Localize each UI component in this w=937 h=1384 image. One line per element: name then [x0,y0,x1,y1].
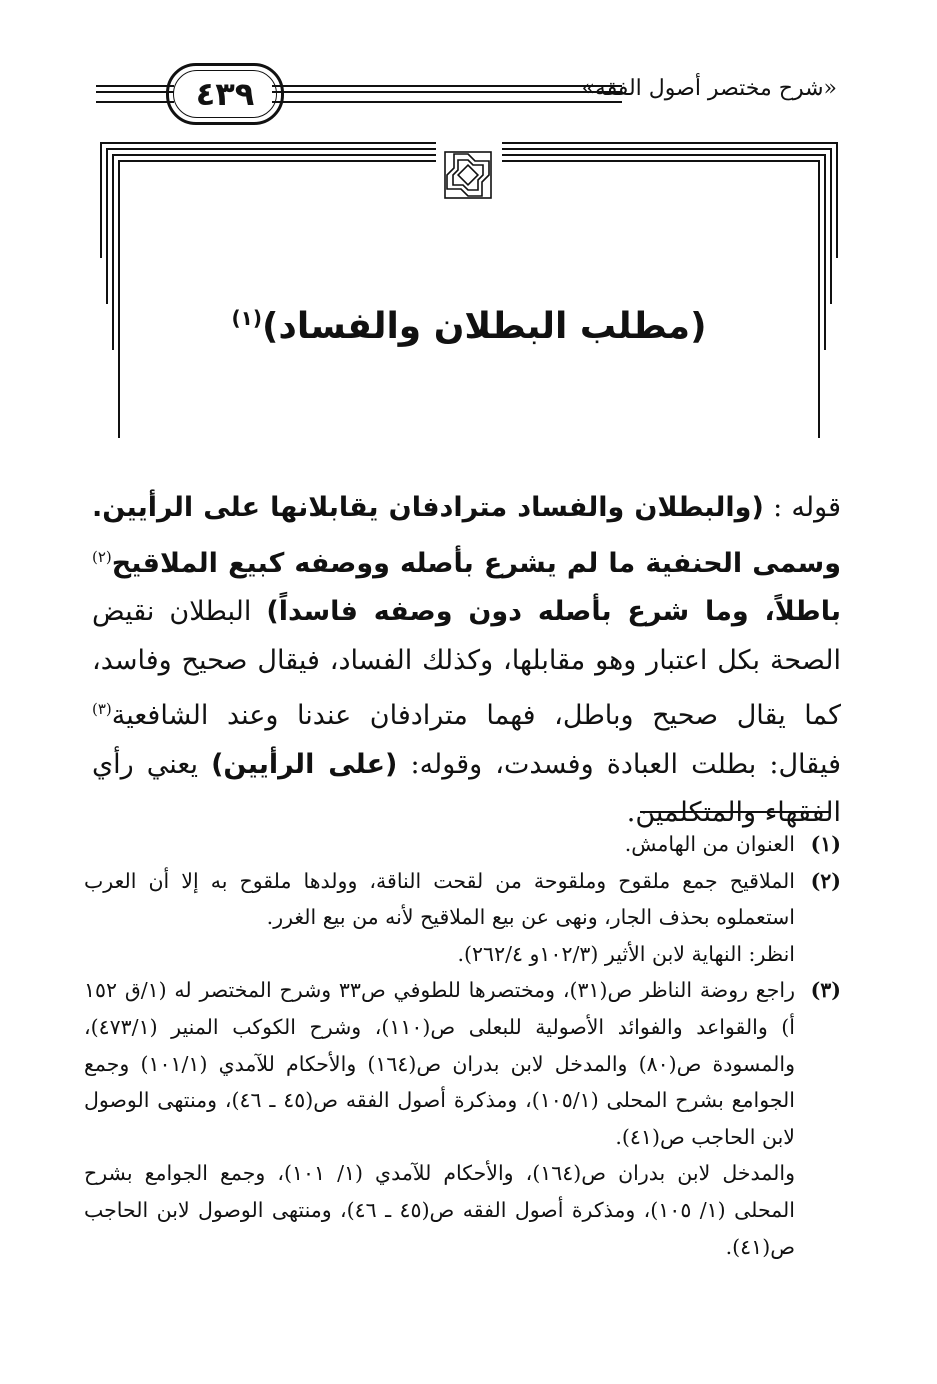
footnote-text: الملاقيح جمع ملقوح وملقوحة من لقحت الناقة، وولدها ملقوح به إلا أن العرب استعملوه بحذف الجار، ونهى عن بيع الملاقيح لأنه من بيع الغرر. [84,868,795,930]
running-header [96,58,837,128]
footnote-number: (٣) [810,978,841,1003]
header-rule-left [96,85,174,103]
body-text-segment: البطلان نقيض الصحة بكل اعتبار وهو مقابلها، وكذلك الفساد، فيقال صحيح وفاسد، كما يقال صحيح وباطل، فهما مترادفان عندنا وعند الشافعية [92,596,841,731]
footnote-1 [84,826,841,863]
footnote-text: والمدخل لابن بدران ص(١٦٤)، والأحكام للآمدي (١/ ١٠١)، وجمع الجوامع بشرح المحلى (١/ ١٠٥)، ومذكرة أصول الفقه ص(٤٥ ـ ٤٦)، ومنتهى الوصول لابن الحاجب ص(٤١). [84,1161,795,1259]
page-number-badge [166,63,284,125]
footnote-number: (٢) [810,868,841,893]
quoted-matn: (على الرأيين) [211,748,398,780]
footnote-text: راجع روضة الناظر ص(٣١)، ومختصرها للطوفي ص٣٣ وشرح المختصر له (١/ق ١٥٢ أ) والقواعد والفوائد الأصولية للبعلى ص(١١٠)، وشرح الكوكب المنير (٤٧٣/١)، والمسودة ص(٨٠) والمدخل لابن بدران ص(١٦٤) والأحكام للآمدي (١٠١/١) وجمع الجوامع بشرح المحلى (١٠٥/١)، ومذكرة أصول الفقه ص(٤٥ ـ ٤٦)، ومنتهى الوصول لابن الحاجب ص(٤١). [84,978,795,1149]
ornament-icon [441,148,495,202]
footnote-3 [84,972,841,1265]
book-title: «شرح مختصر أصول الفقه» [581,76,837,101]
footnote-2 [84,863,841,973]
footnote-text: العنوان من الهامش. [624,832,795,856]
footnote-ref-2: (٢) [92,547,112,566]
body-text-segment: يعني رأي الفقهاء والمتكلمين. [92,748,841,828]
body-text-segment: فيقال: بطلت العبادة وفسدت، وقوله: [397,748,841,780]
section-title [100,306,838,347]
body-text-segment: قوله : [763,492,841,523]
quoted-matn: (والبطلان والفساد مترادفان يقابلانها على الرأيين. وسمى الحنفية ما لم يشرع بأصله ووصفه كبيع الملاقيح [92,492,841,579]
section-title-text: (مطلب البطلان والفساد) [261,306,707,347]
header-rule-middle [272,85,622,103]
quoted-matn: باطلاً، وما شرع بأصله دون وصفه فاسداً) [266,596,841,627]
footnote-separator [640,811,830,813]
footnote-number: (١) [810,832,841,856]
footnotes [84,826,841,1265]
footnote-ref-1: (١) [231,306,262,330]
page-number: ٤٣٩ [195,75,255,113]
main-paragraph [92,484,841,838]
footnote-text: انظر: النهاية لابن الأثير (١٠٢/٣و ٢٦٢/٤). [457,941,795,966]
footnote-ref-3: (٣) [92,700,112,718]
